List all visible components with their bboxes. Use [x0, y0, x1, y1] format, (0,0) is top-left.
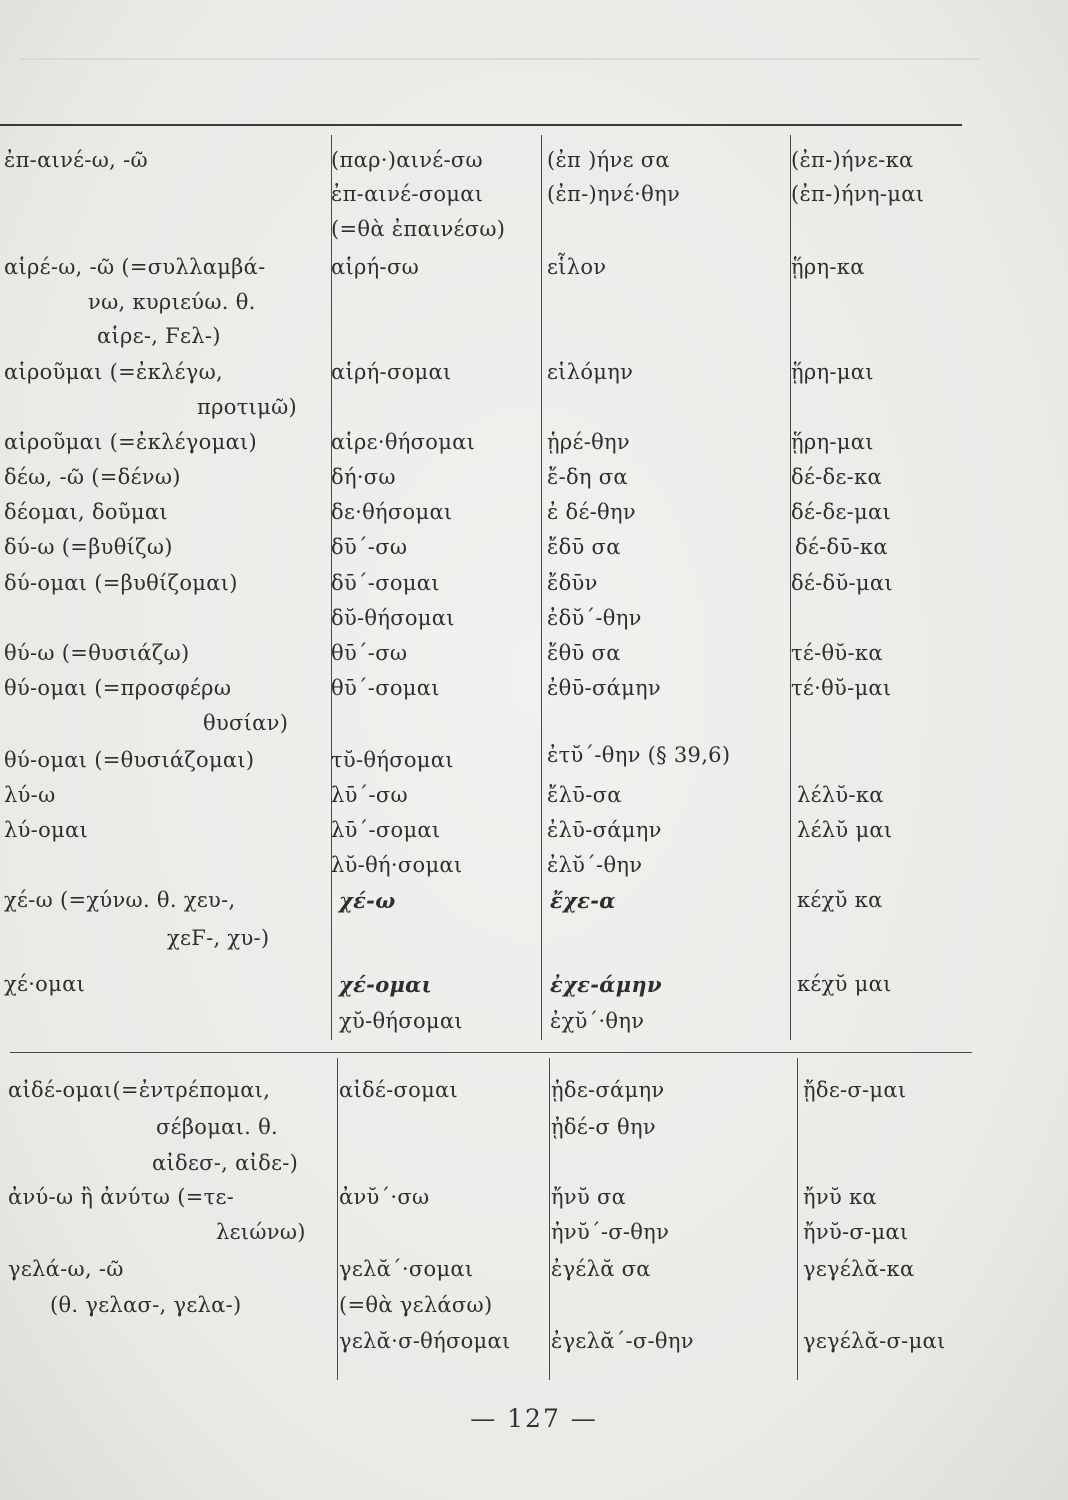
- cell-perfect: λέλῠ μαι: [797, 818, 893, 842]
- cell-future: αἱρή-σομαι: [331, 360, 452, 384]
- cell-perfect: ᾕρη-κα: [791, 255, 865, 279]
- cell-verb: νω, κυριεύω. θ.: [88, 290, 256, 314]
- cell-aorist: ἐχῠ΄·θην: [550, 1009, 645, 1033]
- cell-future: θῡ΄-σομαι: [331, 676, 440, 700]
- cell-verb: αἰδεσ-, αἰδε-): [152, 1151, 299, 1175]
- cell-verb: λειώνω): [216, 1220, 306, 1244]
- cell-future: ἀνῠ΄·σω: [339, 1185, 430, 1209]
- column-divider-6: [797, 1058, 798, 1380]
- cell-verb: δύ-ομαι (=βυθίζομαι): [4, 571, 238, 595]
- cell-perfect: (ἐπ-)ήνη-μαι: [791, 182, 925, 206]
- cell-future: δε·θήσομαι: [331, 500, 453, 524]
- cell-future: αἱρε·θήσομαι: [331, 430, 476, 454]
- column-divider-5: [549, 1058, 550, 1380]
- cell-perfect: γεγέλᾰ-σ-μαι: [803, 1329, 946, 1353]
- cell-aorist: ᾐδέ-σ θην: [551, 1115, 656, 1139]
- cell-aorist: ἐγελᾰ΄-σ-θην: [551, 1329, 694, 1353]
- cell-perfect: τέ·θῠ-μαι: [791, 676, 892, 700]
- cell-future: (παρ·)αινέ-σω: [331, 148, 483, 172]
- cell-verb: λύ-ω: [4, 783, 56, 807]
- cell-future: λῡ΄-σομαι: [331, 818, 441, 842]
- cell-aorist: ἔδῡν: [547, 571, 598, 595]
- cell-perfect: ᾔδε-σ-μαι: [803, 1078, 907, 1102]
- cell-perfect: ᾕρη-μαι: [791, 360, 874, 384]
- cell-perfect: δέ-δε-μαι: [791, 500, 891, 524]
- cell-verb: θύ-ομαι (=θυσιάζομαι): [4, 748, 255, 772]
- cell-aorist: ἐλῡ-σάμην: [547, 818, 662, 842]
- cell-aorist: ἐδῠ΄-θην: [547, 606, 642, 630]
- cell-verb: προτιμῶ): [197, 395, 298, 419]
- cell-future: γελᾰ΄·σομαι: [339, 1257, 474, 1281]
- cell-perfect: δέ-δῡ-κα: [795, 535, 888, 559]
- bleed-through-rule: [20, 58, 980, 60]
- column-divider-2: [541, 135, 542, 1040]
- cell-verb: αἱρέ-ω, -ῶ (=συλλαμβά-: [4, 255, 266, 279]
- cell-aorist: ἔ-δη σα: [547, 465, 628, 489]
- cell-future: γελᾰ·σ-θήσομαι: [339, 1329, 511, 1353]
- cell-future: (=θὰ γελάσω): [339, 1293, 493, 1317]
- cell-verb: θύ-ω (=θυσιάζω): [4, 641, 190, 665]
- cell-future: τῠ-θήσομαι: [331, 748, 454, 772]
- cell-future: δῡ΄-σομαι: [331, 571, 440, 595]
- section-rule: [10, 1052, 972, 1053]
- cell-perfect: (ἐπ-)ήνε-κα: [791, 148, 914, 172]
- cell-aorist: εἱλόμην: [547, 360, 634, 384]
- cell-aorist: (ἐπ )ήνε σα: [547, 148, 670, 172]
- cell-perfect: ᾕρη-μαι: [791, 430, 874, 454]
- cell-aorist: ᾑρέ-θην: [547, 430, 630, 454]
- cell-perfect: γεγέλᾰ-κα: [803, 1257, 915, 1281]
- cell-aorist: ἔχε-α: [550, 888, 616, 913]
- cell-verb: αἰδέ-ομαι(=ἐντρέπομαι,: [8, 1078, 271, 1102]
- cell-future: χέ-ομαι: [339, 972, 433, 997]
- page-number: — 127 —: [470, 1404, 598, 1433]
- cell-future: λῡ΄-σω: [331, 783, 408, 807]
- cell-verb: ἀνύ-ω ἢ ἀνύτω (=τε-: [8, 1185, 235, 1209]
- cell-future: λῠ-θή·σομαι: [331, 853, 463, 877]
- cell-verb: ἐπ-αινέ-ω, -ῶ: [4, 148, 148, 172]
- cell-perfect: κέχῠ μαι: [797, 972, 892, 996]
- cell-verb: αἱροῦμαι (=ἐκλέγω,: [4, 360, 224, 384]
- cell-verb: αἱρε-, Ϝελ-): [97, 324, 221, 348]
- cell-perfect: ἤνῠ κα: [803, 1185, 877, 1209]
- cell-perfect: δέ-δῠ-μαι: [791, 571, 893, 595]
- cell-verb: αἱροῦμαι (=ἐκλέγομαι): [4, 430, 258, 454]
- cell-aorist: ἐλῠ΄-θην: [547, 853, 643, 877]
- cell-aorist: ἐτῠ΄-θην (§ 39,6): [547, 743, 731, 767]
- cell-verb: θύ-ομαι (=προσφέρω: [4, 676, 232, 700]
- cell-future: θῡ΄-σω: [331, 641, 408, 665]
- cell-verb: θυσίαν): [203, 711, 289, 735]
- cell-future: δῠ-θήσομαι: [331, 606, 455, 630]
- cell-verb: (θ. γελασ-, γελα-): [50, 1293, 242, 1317]
- cell-verb: χεϜ-, χυ-): [167, 926, 270, 950]
- cell-verb: γελά-ω, -ῶ: [8, 1257, 124, 1281]
- cell-perfect: κέχῠ κα: [797, 888, 883, 912]
- cell-future: ἐπ-αινέ-σομαι: [331, 182, 484, 206]
- cell-verb: δέω, -ῶ (=δένω): [4, 465, 181, 489]
- cell-aorist: ἔθῡ σα: [547, 641, 621, 665]
- cell-aorist: ἐχε-άμην: [550, 972, 662, 997]
- cell-future: (=θὰ ἐπαινέσω): [331, 217, 506, 241]
- cell-aorist: ᾐδε-σάμην: [551, 1078, 665, 1102]
- cell-verb: δύ-ω (=βυθίζω): [4, 535, 173, 559]
- cell-aorist: ἔδῡ σα: [547, 535, 621, 559]
- cell-verb: δέομαι, δοῦμαι: [4, 500, 168, 524]
- cell-future: χέ-ω: [339, 888, 396, 913]
- cell-verb: σέβομαι. θ.: [156, 1115, 279, 1139]
- cell-aorist: ἐ δέ-θην: [547, 500, 636, 524]
- cell-aorist: ἤνῠ σα: [551, 1185, 627, 1209]
- cell-perfect: τέ-θῠ-κα: [791, 641, 883, 665]
- cell-verb: λύ-ομαι: [4, 818, 88, 842]
- cell-aorist: εἷλον: [547, 255, 607, 279]
- cell-aorist: ἔλῡ-σα: [547, 783, 622, 807]
- cell-future: δή·σω: [331, 465, 396, 489]
- cell-aorist: ἐγέλᾰ σα: [551, 1257, 651, 1281]
- cell-future: δῡ΄-σω: [331, 535, 408, 559]
- cell-perfect: ἤνῠ-σ-μαι: [803, 1220, 909, 1244]
- cell-aorist: (ἐπ-)ηνέ·θην: [547, 182, 681, 206]
- cell-perfect: λέλῠ-κα: [797, 783, 884, 807]
- table-top-rule: [0, 124, 962, 126]
- cell-future: αἱρή-σω: [331, 255, 419, 279]
- cell-verb: χέ·ομαι: [4, 972, 86, 996]
- cell-future: χῠ-θήσομαι: [339, 1009, 463, 1033]
- cell-perfect: δέ-δε-κα: [791, 465, 882, 489]
- column-divider-4: [337, 1058, 338, 1380]
- cell-future: αἰδέ-σομαι: [339, 1078, 459, 1102]
- cell-aorist: ἐθῡ-σάμην: [547, 676, 661, 700]
- cell-verb: χέ-ω (=χύνω. θ. χευ-,: [4, 888, 236, 912]
- cell-aorist: ἠνῠ΄-σ-θην: [551, 1220, 670, 1244]
